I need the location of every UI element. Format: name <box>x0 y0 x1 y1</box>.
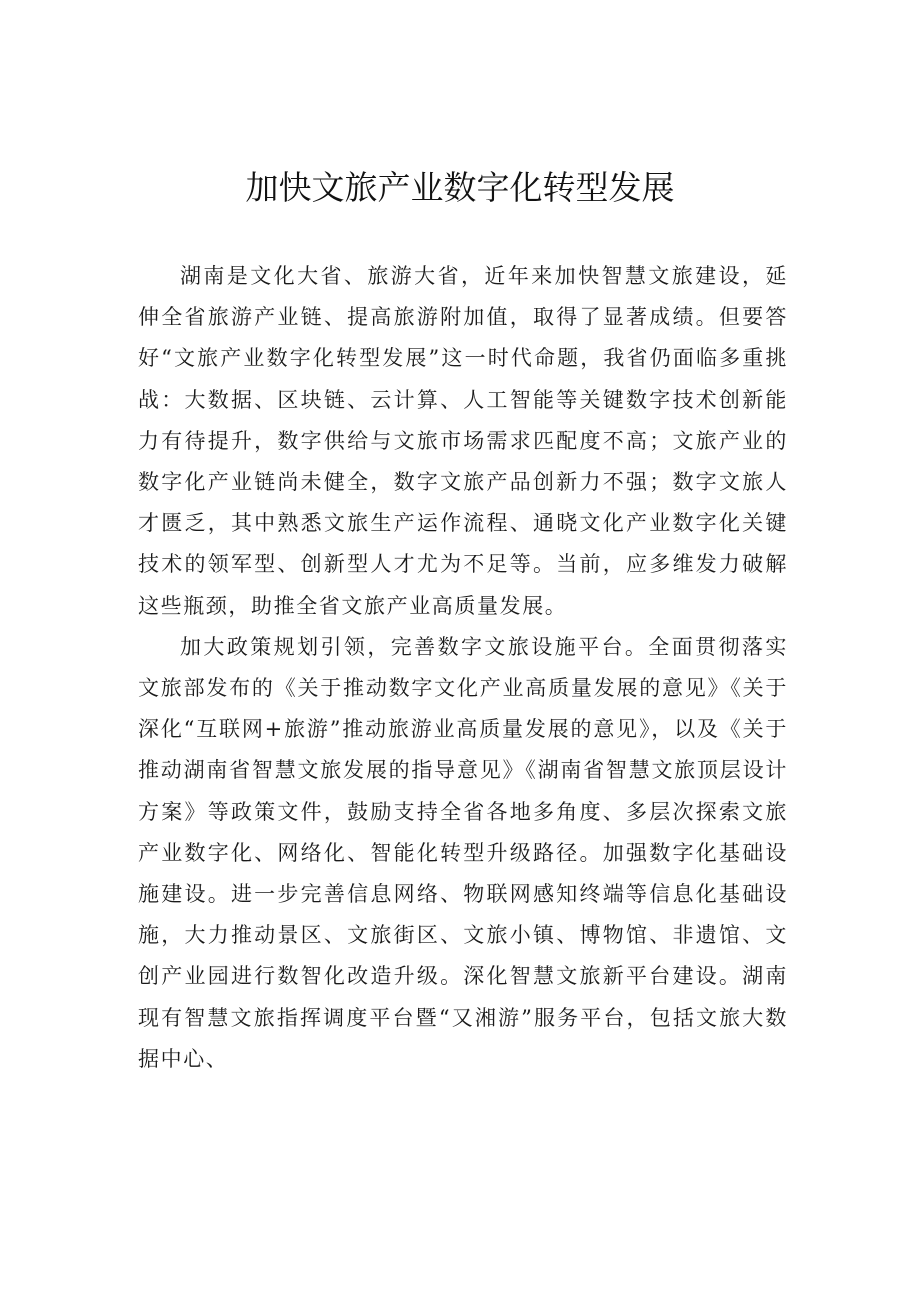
paragraph-intro: 湖南是文化大省、旅游大省，近年来加快智慧文旅建设，延伸全省旅游产业链、提高旅游附加值，取得了显著成绩。但要答好“文旅产业数字化转型发展”这一时代命题，我省仍面临多重挑战：大数据、区块链、云计算、人工智能等关键数字技术创新能力有待提升，数字供给与文旅市场需求匹配度不高；文旅产业的数字化产业链尚未健全，数字文旅产品创新力不强；数字文旅人才匮乏，其中熟悉文旅生产运作流程、通晓文化产业数字化关键技术的领军型、创新型人才尤为不足等。当前，应多维发力破解这些瓶颈，助推全省文旅产业高质量发展。 <box>138 264 788 618</box>
document-title: 加快文旅产业数字化转型发展 <box>245 168 675 207</box>
document-body <box>138 256 788 1080</box>
paragraph-policy: 加大政策规划引领，完善数字文旅设施平台。全面贯彻落实文旅部发布的《关于推动数字文化产业高质量发展的意见》《关于深化“互联网+旅游”推动旅游业高质量发展的意见》，以及《关于推动湖南省智慧文旅发展的指导意见》《湖南省智慧文旅顶层设计方案》等政策文件，鼓励支持全省各地多角度、多层次探索文旅产业数字化、网络化、智能化转型升级路径。加强数字化基础设施建设。进一步完善信息网络、物联网感知终端等信息化基础设施，大力推动景区、文旅街区、文旅小镇、博物馆、非遗馆、文创产业园进行数智化改造升级。深化智慧文旅新平台建设。湖南现有智慧文旅指挥调度平台暨“又湘游”服务平台，包括文旅大数据中心、 <box>138 634 788 1071</box>
